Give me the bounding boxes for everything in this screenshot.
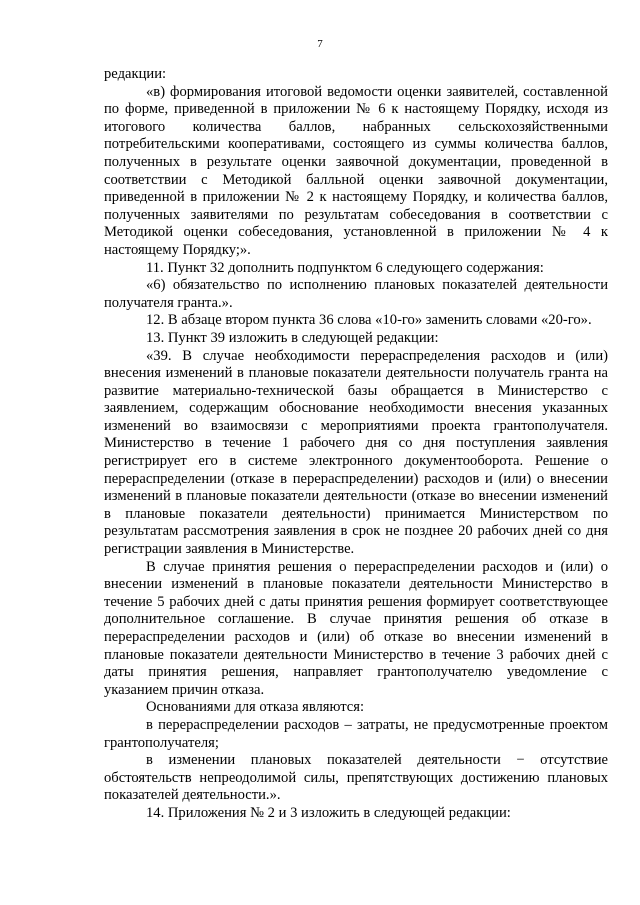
paragraph-subitem-v: «в) формирования итоговой ведомости оценки заявителей, составленной по форме, приведенной в приложении № 6 к настоящему Порядку, исходя из итогового количества баллов, набранных сельскохозяйственными потребительскими кооперативами, состоящего из суммы количества баллов, полученных в результате оценки заявочной документации, проведенной в соответствии с Методикой балльной оценки заявочной документации, приведенной в приложении № 2 к настоящему Порядку, и количества баллов, полученных заявителями по результатам собеседования в соответствии с Методикой оценки собеседования, установленной в приложении № 4 к настоящему Порядку;». — [104, 83, 608, 258]
paragraph-refusal-indicators: в изменении плановых показателей деятельности − отсутствие обстоятельств непреодолимой силы, препятствующих достижению плановых показателей деятельности.». — [104, 752, 608, 804]
paragraph-item-13: 13. Пункт 39 изложить в следующей редакции: — [146, 329, 439, 346]
paragraph-continuation: редакции: — [104, 66, 167, 82]
paragraph-clause-39: «39. В случае необходимости перераспределения расходов и (или) внесения изменений в плановые показатели деятельности получатель гранта на развитие материально-технической базы обращается в Министерство с заявлением, содержащим обоснование необходимости внесения указанных изменений во взаимосвязи с мероприятиями проекта грантополучателя. Министерство в течение 1 рабочего дня со дня поступления заявления регистрирует его в системе электронного документооборота. Решение о перераспределении (отказе в перераспределении) расходов и (или) о внесении изменений в плановые показатели деятельности (отказе во внесении изменений в плановые показатели деятельности) принимается Министерством по результатам рассмотрения заявления в срок не позднее 20 рабочих дней со дня регистрации заявления в Министерстве. — [104, 347, 608, 558]
page-number: 7 — [317, 38, 323, 50]
paragraph-subitem-6: «6) обязательство по исполнению плановых показателей деятельности получателя гранта.». — [104, 277, 608, 311]
paragraph-refusal-grounds: Основаниями для отказа являются: — [146, 699, 365, 716]
paragraph-decision-case: В случае принятия решения о перераспределении расходов и (или) о внесении изменений в плановые показатели деятельности Министерство в течение 5 рабочих дней с даты принятия решения формирует соответствующее дополнительное соглашение. В случае принятия решения об отказе в перераспределении расходов и (или) об отказе во внесении изменений в плановые показатели деятельности Министерство в течение 3 рабочих дней с даты принятия решения, направляет грантополучателю уведомление с указанием причин отказа. — [104, 558, 608, 698]
paragraph-refusal-redistribution: в перераспределении расходов – затраты, не предусмотренные проектом грантополучателя; — [104, 716, 608, 751]
paragraph-item-12: 12. В абзаце втором пункта 36 слова «10-го» заменить словами «20-го». — [146, 312, 592, 329]
document-body — [104, 66, 608, 823]
paragraph-item-14: 14. Приложения № 2 и 3 изложить в следующей редакции: — [146, 804, 511, 821]
paragraph-item-11: 11. Пункт 32 дополнить подпунктом 6 следующего содержания: — [146, 259, 544, 276]
